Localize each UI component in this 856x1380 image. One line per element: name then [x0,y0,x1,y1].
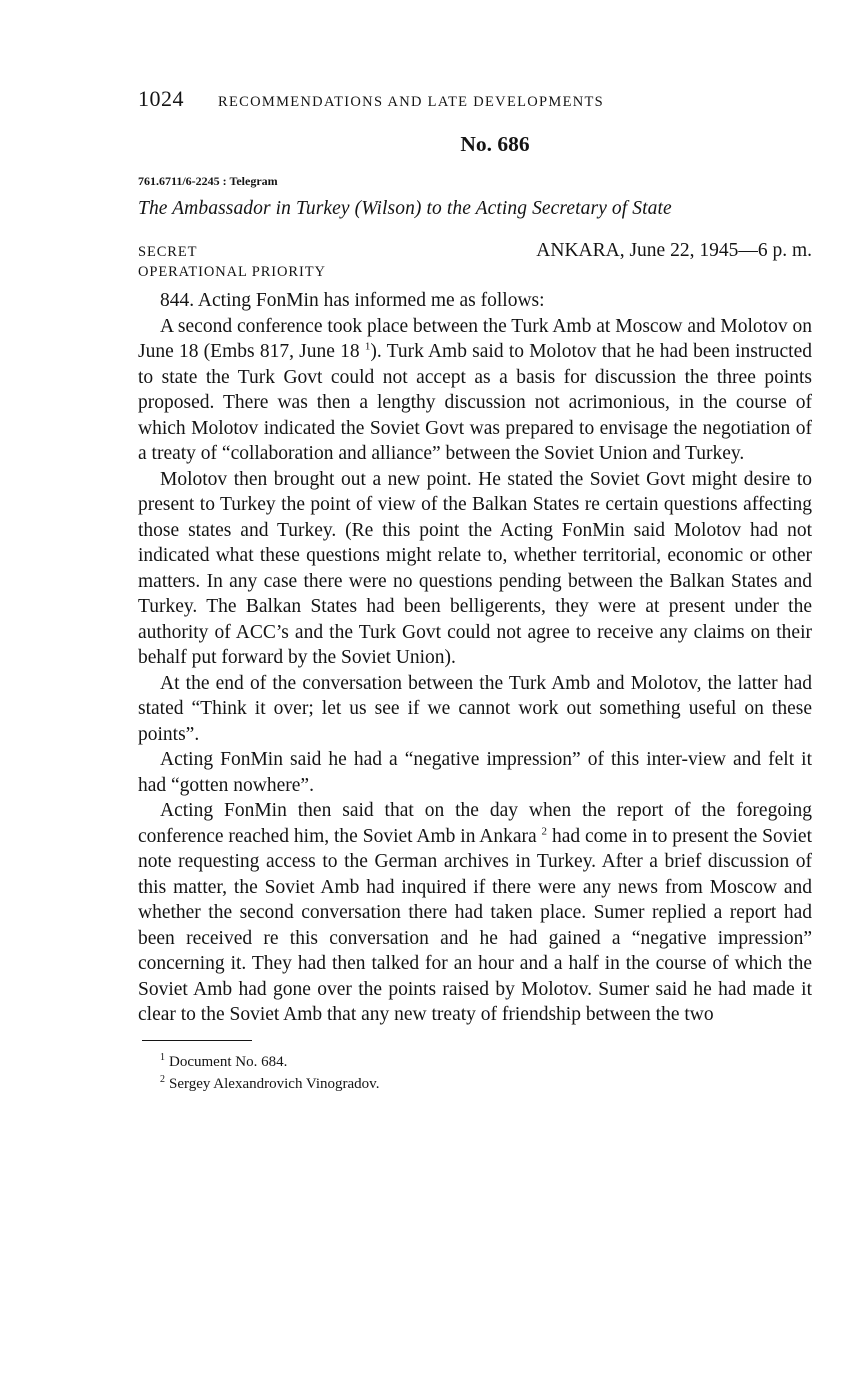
paragraph-6 [138,798,812,1028]
footnote-2 [138,1071,812,1093]
footnote-ref-2: 2 [541,825,548,837]
paragraph-4: At the end of the conversation between the Turk Amb and Molotov, the latter had stated “Think it over; let us see if we cannot work out something useful on these points”. [138,672,812,745]
document-page [138,86,812,1093]
paragraph-3: Molotov then brought out a new point. He stated the Soviet Govt might desire to present to Turkey the point of view of the Balkan States re certain questions affecting those states and Turkey. (Re this point the Acting FonMin said Molotov had not indicated what these questions might relate to, whether territorial, economic or other matters. In any case there were no questions pending between the Balkan States and Turkey. The Balkan States had been belligerents, they were at present under the authority of ACC’s and the Turk Govt could not agree to receive any claims on their behalf put forward by the Soviet Union). [138,468,812,668]
page-number: 1024 [138,86,184,111]
paragraph-2 [138,314,812,467]
classification-label: SECRET [138,244,198,260]
running-head [138,86,812,118]
footnote-divider [142,1040,252,1041]
footnotes [138,1049,812,1093]
footnote-1 [138,1049,812,1071]
paragraph-1: 844. Acting FonMin has informed me as follows: [160,290,545,311]
paragraph-2-text-b: ). Turk Amb said to Molotov that he had been instructed to state the Turk Govt could not accept as a basis for discussion the three points proposed. There was then a lengthy discussion not acrimonious, in the course of which Molotov indicated the Soviet Govt was prepared to envisage the negotiation of a treaty of “collaboration and alliance” between the Soviet Union and Turkey. [138,341,812,464]
footnote-1-mark: 1 [160,1051,165,1063]
paragraph-5: Acting FonMin said he had a “negative impression” of this inter-view and felt it had “gotten nowhere”. [138,749,812,796]
priority-label: OPERATIONAL PRIORITY [138,264,326,280]
meta-row [138,240,812,262]
footnote-1-text: Document No. 684. [169,1053,288,1070]
paragraph-6-text-b: had come in to present the Soviet note requesting access to the German archives in Turkey. After a brief discussion of this matter, the Soviet Amb had inquired if there were any news from Moscow and whether the second conversation there had taken place. Sumer replied a report had been received re this conversation and he had gained a “negative impression” concerning it. They had then talked for an hour and a half in the course of which the Soviet Amb had gone over the points raised by Molotov. Sumer said he had made it clear to the Soviet Amb that any new treaty of friendship between the two [138,825,812,1025]
footnote-ref-1: 1 [364,340,371,353]
telegram-body [138,288,812,1028]
dateline: ANKARA, June 22, 1945—6 p. m. [536,240,812,261]
footnote-2-text: Sergey Alexandrovich Vinogradov. [169,1075,380,1092]
file-reference: 761.6711/6-2245 : Telegram [138,174,278,188]
document-number: No. 686 [460,132,530,156]
document-heading: The Ambassador in Turkey (Wilson) to the Acting Secretary of State [138,198,672,219]
running-title: RECOMMENDATIONS AND LATE DEVELOPMENTS [218,94,605,110]
paragraph-6-text-a: Acting FonMin then said that on the day when the report of the foregoing conference reached him, the Soviet Amb in Ankara [138,800,812,847]
paragraph-2-text-a: A second conference took place between the Turk Amb at Moscow and Molotov on June 18 (Embs 817, June 18 [138,315,812,362]
footnote-2-mark: 2 [160,1073,165,1085]
